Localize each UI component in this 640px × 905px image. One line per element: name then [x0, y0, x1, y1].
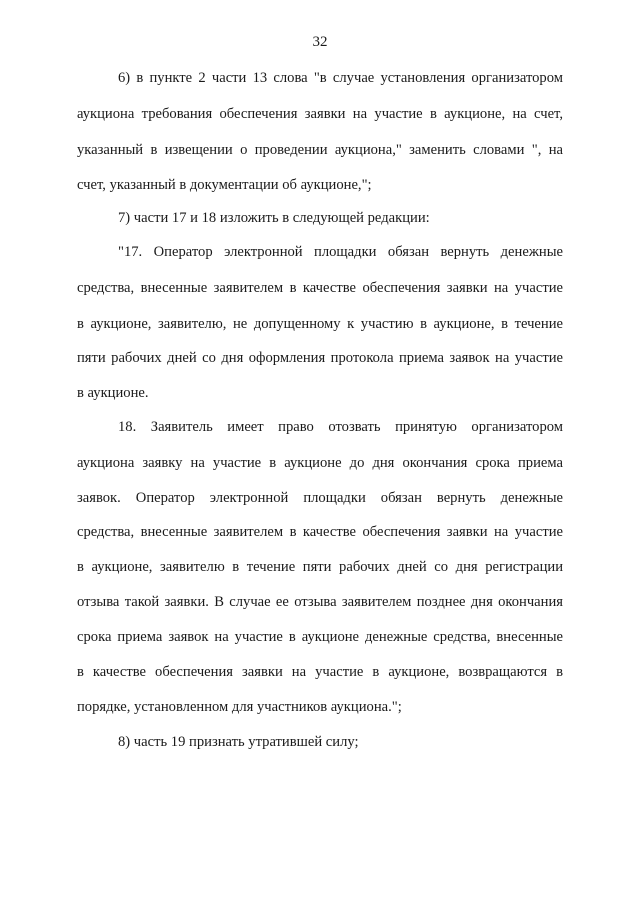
paragraph-line: средства, внесенные заявителем в качестве обеспечения заявки на участие	[77, 280, 563, 296]
paragraph-line: аукциона требования обеспечения заявки на участие в аукционе, на счет,	[77, 106, 563, 122]
paragraph-line: в аукционе, заявителю, не допущенному к участию в аукционе, в течение	[77, 316, 563, 332]
paragraph-line: заявок. Оператор электронной площадки обязан вернуть денежные	[77, 490, 563, 506]
paragraph-line: 8) часть 19 признать утратившей силу;	[118, 734, 359, 750]
paragraph-line: 18. Заявитель имеет право отозвать принятую организатором	[118, 419, 563, 435]
paragraph-line: в аукционе.	[77, 385, 149, 401]
paragraph-line: указанный в извещении о проведении аукциона," заменить словами ", на	[77, 142, 563, 158]
paragraph-line: 6) в пункте 2 части 13 слова "в случае установления организатором	[118, 70, 563, 86]
paragraph-line: в качестве обеспечения заявки на участие в аукционе, возвращаются в	[77, 664, 563, 680]
paragraph-line: счет, указанный в документации об аукционе,";	[77, 177, 372, 193]
page-number: 32	[312, 34, 328, 50]
paragraph-line: отзыва такой заявки. В случае ее отзыва заявителем позднее дня окончания	[77, 594, 563, 610]
paragraph-line: срока приема заявок на участие в аукционе денежные средства, внесенные	[77, 629, 563, 645]
paragraph-line: 7) части 17 и 18 изложить в следующей редакции:	[118, 210, 430, 226]
paragraph-line: пяти рабочих дней со дня оформления протокола приема заявок на участие	[77, 350, 563, 366]
paragraph-line: аукциона заявку на участие в аукционе до дня окончания срока приема	[77, 455, 563, 471]
paragraph-line: средства, внесенные заявителем в качестве обеспечения заявки на участие	[77, 524, 563, 540]
paragraph-line: "17. Оператор электронной площадки обязан вернуть денежные	[118, 244, 563, 260]
paragraph-line: в аукционе, заявителю в течение пяти рабочих дней со дня регистрации	[77, 559, 563, 575]
paragraph-line: порядке, установленном для участников аукциона.";	[77, 699, 402, 715]
